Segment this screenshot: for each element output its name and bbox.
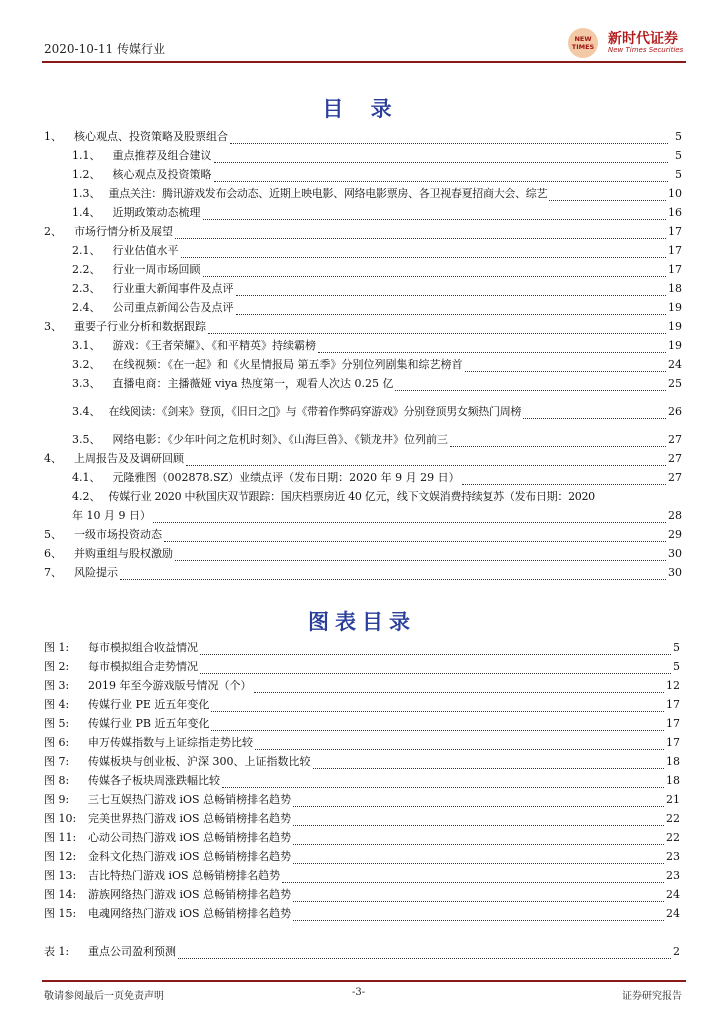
toc-entry[interactable]: 3.2、 在线视频：《在一起》和《火星情报局 第五季》分别位列剧集和综艺榜首 24 xyxy=(72,358,682,371)
figure-entry[interactable]: 图 2: 每市模拟组合走势情况 5 xyxy=(44,660,680,673)
footer-page-number: -3- xyxy=(352,987,366,998)
toc-entry[interactable]: 3.4、 在线阅读：《剑来》登顶，《旧日之𫎯》与《带着作弊码穿游戏》分别登顶男女频热门周榜 26 xyxy=(72,405,682,418)
figure-entry[interactable]: 图 4: 传媒行业 PE 近五年变化 17 xyxy=(44,698,680,711)
toc-entry-continuation[interactable]: 年 10 月 9 日） 28 xyxy=(72,509,682,522)
footer-disclaimer: 敬请参阅最后一页免责声明 xyxy=(44,991,164,1002)
toc-entry[interactable]: 1.4、 近期政策动态梳理 16 xyxy=(72,206,682,219)
footer-divider xyxy=(42,980,686,982)
toc-entry[interactable]: 3.1、 游戏：《王者荣耀》、《和平精英》持续霸榜 19 xyxy=(72,339,682,352)
figure-entry[interactable]: 图 9: 三七互娱热门游戏 iOS 总畅销榜排名趋势 21 xyxy=(44,793,680,806)
figure-entry[interactable]: 图 8: 传媒各子板块周涨跌幅比较 18 xyxy=(44,774,680,787)
toc-entry[interactable]: 2.1、 行业估值水平 17 xyxy=(72,244,682,257)
toc-entry[interactable]: 6、 并购重组与股权激励 30 xyxy=(44,547,682,560)
figure-entry[interactable]: 图 1: 每市模拟组合收益情况 5 xyxy=(44,641,680,654)
figure-entry[interactable]: 图 15: 电魂网络热门游戏 iOS 总畅销榜排名趋势 24 xyxy=(44,907,680,920)
figure-entry[interactable]: 图 7: 传媒板块与创业板、沪深 300、上证指数比较 18 xyxy=(44,755,680,768)
toc-entry[interactable]: 1.1、 重点推荐及组合建议 5 xyxy=(72,149,682,162)
logo-name: 新时代证券 xyxy=(608,31,678,47)
toc-entry[interactable]: 2.3、 行业重大新闻事件及点评 18 xyxy=(72,282,682,295)
toc-entry[interactable]: 2.2、 行业一周市场回顾 17 xyxy=(72,263,682,276)
toc-entry[interactable]: 3.3、 直播电商：主播薇娅 viya 热度第一，观看人次达 0.25 亿 25 xyxy=(72,377,682,390)
toc-entry[interactable]: 1.2、 核心观点及投资策略 5 xyxy=(72,168,682,181)
figure-entry[interactable]: 图 6: 申万传媒指数与上证综指走势比较 17 xyxy=(44,736,680,749)
figure-entry[interactable]: 图 5: 传媒行业 PB 近五年变化 17 xyxy=(44,717,680,730)
figure-entry[interactable]: 图 13: 吉比特热门游戏 iOS 总畅销榜排名趋势 23 xyxy=(44,869,680,882)
toc-entry[interactable]: 1.3、 重点关注：腾讯游戏发布会动态、近期上映电影、网络电影票房、各卫视春夏招商大会、综艺 10 xyxy=(72,187,682,200)
toc-entry[interactable]: 4.1、 元隆雅图（002878.SZ）业绩点评（发布日期：2020 年 9 月 29 日） 27 xyxy=(72,471,682,484)
toc-entry[interactable]: 4、 上周报告及及调研回顾 27 xyxy=(44,452,682,465)
toc-entry[interactable]: 2、 市场行情分析及展望 17 xyxy=(44,225,682,238)
table-entry[interactable]: 表 1: 重点公司盈利预测 2 xyxy=(44,945,680,958)
toc-title: 目 录 xyxy=(322,97,402,121)
figure-entry[interactable]: 图 3: 2019 年至今游戏版号情况（个） 12 xyxy=(44,679,680,692)
figure-entry[interactable]: 图 11: 心动公司热门游戏 iOS 总畅销榜排名趋势 22 xyxy=(44,831,680,844)
toc-entry-wrapped[interactable]: 4.2、 传媒行业 2020 中秋国庆双节跟踪：国庆档票房近 40 亿元，线下文娱消费持续复苏（发布日期：2020 xyxy=(72,490,595,503)
logo-badge-icon: NEW TIMES xyxy=(568,28,598,58)
toc-entry[interactable]: 7、 风险提示 30 xyxy=(44,566,682,579)
company-logo xyxy=(568,26,698,58)
toc-entry[interactable]: 3.5、 网络电影：《少年叶问之危机时刻》、《山海巨兽》、《锁龙井》位列前三 27 xyxy=(72,433,682,446)
toc-entry[interactable]: 2.4、 公司重点新闻公告及点评 19 xyxy=(72,301,682,314)
figure-entry[interactable]: 图 12: 金科文化热门游戏 iOS 总畅销榜排名趋势 23 xyxy=(44,850,680,863)
toc-entry[interactable]: 5、 一级市场投资动态 29 xyxy=(44,528,682,541)
toc-entry[interactable]: 3、 重要子行业分析和数据跟踪 19 xyxy=(44,320,682,333)
footer-report-type: 证券研究报告 xyxy=(622,991,682,1002)
figure-entry[interactable]: 图 14: 游族网络热门游戏 iOS 总畅销榜排名趋势 24 xyxy=(44,888,680,901)
logo-english-name: New Times Securities xyxy=(608,46,684,54)
toc-entry[interactable]: 1、 核心观点、投资策略及股票组合 5 xyxy=(44,130,682,143)
header-date-industry: 2020-10-11 传媒行业 xyxy=(44,42,166,56)
figures-title: 图表目录 xyxy=(308,610,416,634)
figure-entry[interactable]: 图 10: 完美世界热门游戏 iOS 总畅销榜排名趋势 22 xyxy=(44,812,680,825)
header-divider xyxy=(42,61,686,63)
